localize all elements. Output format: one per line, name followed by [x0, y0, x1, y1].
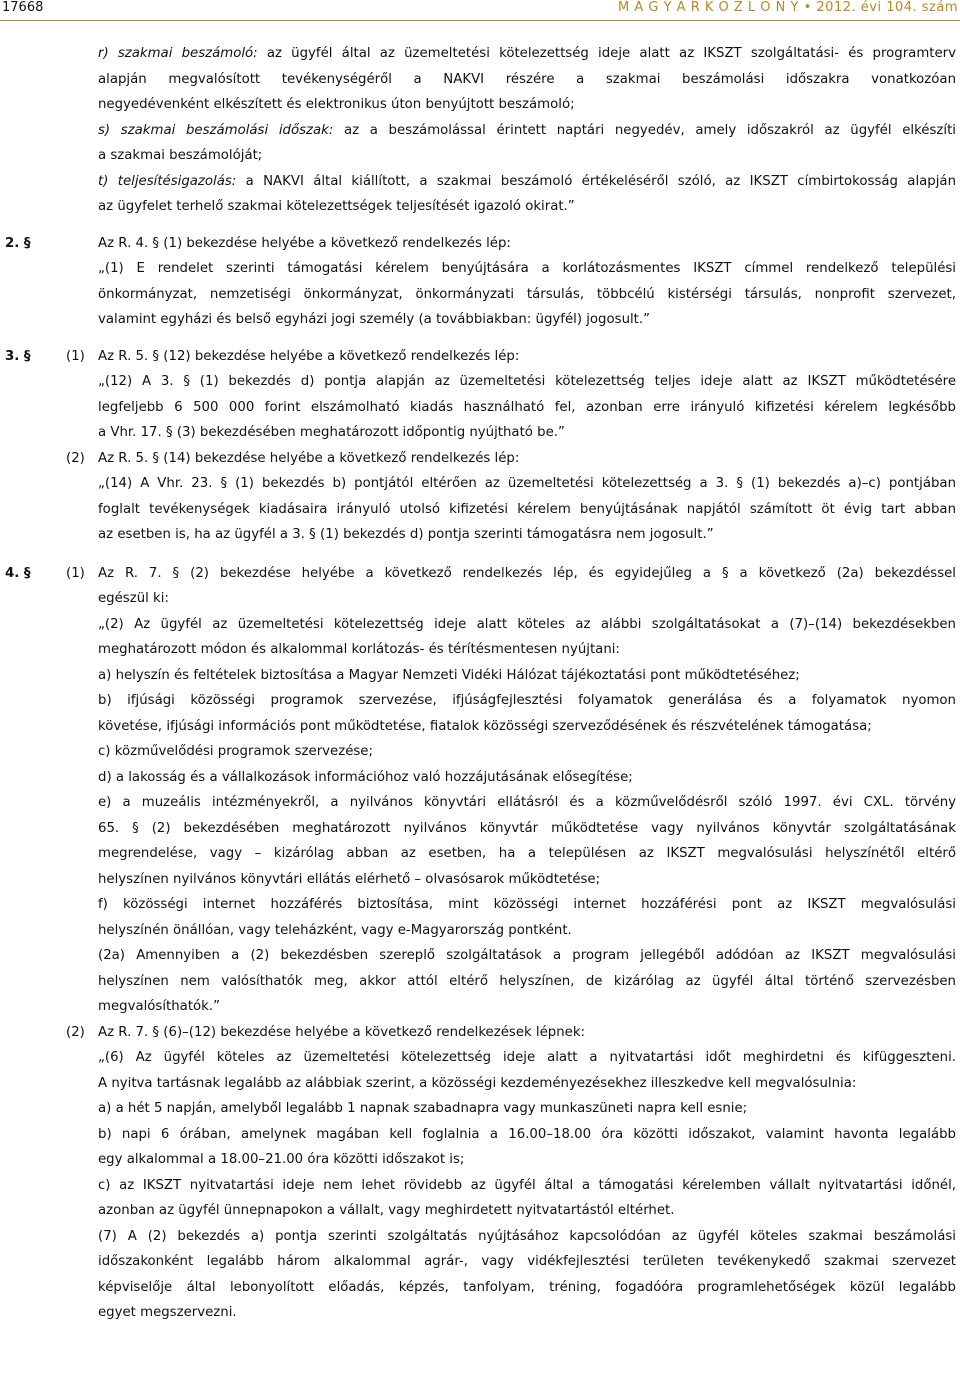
- text-line: [0, 892, 960, 918]
- text-line: [0, 1198, 960, 1224]
- document-body: [0, 41, 960, 1326]
- line-text: Az R. 7. § (6)–(12) bekezdése helyébe a következő rendelkezések lépnek:: [98, 1024, 586, 1040]
- line-text: d) a lakosság és a vállalkozások információhoz való hozzájutásának elősegítése;: [98, 769, 633, 785]
- text-line: [0, 1275, 960, 1301]
- section-number: 3. §: [5, 348, 31, 364]
- text-line: [0, 841, 960, 867]
- text-line: [0, 369, 960, 395]
- line-text: a Vhr. 17. § (3) bekezdésében meghatározott időpontig nyújtható be.”: [98, 425, 565, 440]
- line-text: A nyitva tartásnak legalább az alábbiak szerint, a közösségi kezdeményezésekhez illeszkedve kell megvalósulnia:: [98, 1075, 857, 1091]
- text-line: [0, 918, 960, 944]
- line-text: a szakmai beszámolóját;: [98, 148, 263, 163]
- text-line: [0, 497, 960, 523]
- page-header: [0, 0, 960, 24]
- text-line: [0, 1020, 960, 1046]
- text-line: [0, 92, 960, 118]
- text-line: [0, 446, 960, 472]
- line-text: „(12) A 3. § (1) bekezdés d) pontja alapján az üzemeltetési kötelezettség teljes ideje alatt az IKSZT működtetésére: [98, 374, 956, 389]
- line-text: c) az IKSZT nyitvatartási ideje nem lehet rövidebb az ügyfél által a támogatási kérelemben vállalt nyitvatartási időnél,: [98, 1177, 956, 1193]
- text-line: [0, 1122, 960, 1148]
- line-text: 65. § (2) bekezdésében meghatározott nyilvános könyvtár működtetése vagy nyilvános könyvtár szolgáltatásának: [98, 820, 956, 836]
- line-text: a) helyszín és feltételek biztosítása a Magyar Nemzeti Vidéki Hálózat tájékoztatási pont működtetéséhez;: [98, 667, 800, 683]
- text-line: [0, 867, 960, 893]
- paragraph-gap: [0, 220, 960, 231]
- line-text: c) közművelődési programok szervezése;: [98, 744, 373, 759]
- publication-title: M A G Y A R K Ö Z L Ö N Y • 2012. évi 104. szám: [618, 0, 958, 15]
- line-text: (2a) Amennyiben a (2) bekezdésben szereplő szolgáltatások a program jellegéből adódóan az IKSZT megvalósulási: [98, 948, 956, 963]
- paragraph-number: (2): [66, 1024, 85, 1040]
- line-text: legfeljebb 6 500 000 forint elszámolható kiadás használható fel, azonban erre irányuló kifizetési kérelem legkésőbb: [98, 399, 956, 415]
- text-line: [0, 612, 960, 638]
- line-text: „(2) Az ügyfél az üzemeltetési kötelezettség ideje alatt köteles az alábbi szolgáltatásokat a (7)–(14) bekezdésekben: [98, 616, 956, 632]
- line-text: helyszínen nem valósíthatók meg, akkor attól eltérő helyszínen, de kizárólag az ügyfél által történő szervezésben: [98, 973, 956, 989]
- page-number: 17668: [2, 0, 44, 15]
- text-line: [0, 282, 960, 308]
- line-text: egyet megszervezni.: [98, 1305, 237, 1320]
- text-line: [0, 1224, 960, 1250]
- line-text: foglalt tevékenységek kiadásaira irányuló utolsó kifizetési kérelem benyújtásának napjától számított öt évig tart abban: [98, 501, 956, 517]
- line-text: egészül ki:: [98, 591, 169, 606]
- line-text: negyedévenként elkészített és elektronikus úton benyújtott beszámoló;: [98, 97, 575, 112]
- text-line: [0, 943, 960, 969]
- line-text: b) napi 6 órában, amelynek magában kell foglalnia a 16.00–18.00 óra közötti időszakot, valamint havonta legalább: [98, 1126, 956, 1142]
- text-line: [0, 586, 960, 612]
- paragraph-number: (1): [66, 565, 85, 581]
- line-text: meghatározott módon és alkalommal korlátozás- és térítésmentesen nyújtani:: [98, 642, 620, 657]
- text-line: [0, 994, 960, 1020]
- definition-term: s) szakmai beszámolási időszak:: [98, 122, 334, 138]
- text-line: [0, 41, 960, 67]
- text-line: [0, 471, 960, 497]
- text-line: [0, 118, 960, 144]
- text-line: [0, 1173, 960, 1199]
- line-text: egy alkalommal a 18.00–21.00 óra közötti időszakot is;: [98, 1152, 465, 1167]
- text-line: [0, 739, 960, 765]
- line-text: valamint egyházi és belső egyházi jogi személy (a továbbiakban: ügyfél) jogosult.”: [98, 312, 651, 327]
- text-line: [0, 790, 960, 816]
- text-line: [0, 522, 960, 548]
- line-text: időszakonként legalább három alkalommal agrár-, vagy vidékfejlesztési területen tevékenykedő szakmai szervezet: [98, 1254, 956, 1269]
- paragraph-gap: [0, 548, 960, 561]
- line-text: követése, ifjúsági információs pont működtetése, fiatalok közösségi szerveződésének és részvételének támogatása;: [98, 718, 872, 734]
- text-line: [0, 143, 960, 169]
- text-line: [0, 816, 960, 842]
- line-text: képviselője által lebonyolított előadás, képzés, tanfolyam, tréning, fogadóóra programlehetőségek közül legalább: [98, 1279, 956, 1295]
- line-text: alapján megvalósított tevékenységéről a NAKVI részére a szakmai beszámolási időszakra vonatkozóan: [98, 71, 956, 87]
- line-text: s) szakmai beszámolási időszak: az a beszámolással érintett naptári negyedév, amely időszakról az ügyfél elkészíti: [98, 122, 956, 138]
- paragraph-number: (2): [66, 450, 85, 466]
- definition-term: t) teljesítésigazolás:: [98, 173, 237, 189]
- line-text: azonban az ügyfél ünnepnapokon a vállalt, vagy meghirdetett nyitvatartástól eltérhet.: [98, 1203, 675, 1218]
- text-line: [0, 765, 960, 791]
- text-line: [0, 1045, 960, 1071]
- paragraph-gap: [0, 333, 960, 344]
- text-line: [0, 1071, 960, 1097]
- line-text: az esetben is, ha az ügyfél a 3. § (1) bekezdés d) pontja szerinti támogatásra nem jogosult.”: [98, 527, 714, 542]
- text-line: [0, 714, 960, 740]
- section-number: 4. §: [5, 565, 31, 581]
- line-text: az ügyfelet terhelő szakmai kötelezettségek teljesítését igazoló okirat.”: [98, 199, 575, 214]
- text-line: [0, 561, 960, 587]
- line-text: „(1) E rendelet szerinti támogatási kérelem benyújtására a korlátozásmentes IKSZT címmel rendelkező települési: [98, 261, 956, 276]
- line-text: (7) A (2) bekezdés a) pontja szerinti szolgáltatás nyújtásához kapcsolódóan az ügyfél köteles szakmai beszámolási: [98, 1228, 956, 1244]
- line-text: a) a hét 5 napján, amelyből legalább 1 napnak szabadnapra vagy munkaszüneti napra kell esnie;: [98, 1101, 748, 1116]
- line-text: helyszínen nyilvános könyvtári ellátás elérhető – olvasósarok működtetése;: [98, 871, 601, 887]
- line-text: Az R. 7. § (2) bekezdése helyébe a következő rendelkezés lép, és egyidejűleg a § a következő (2a) bekezdéssel: [98, 565, 956, 581]
- line-text: „(14) A Vhr. 23. § (1) bekezdés b) pontjától eltérően az üzemeltetési kötelezettség a 3. § (1) bekezdés a)–c) pontjában: [98, 476, 956, 491]
- line-text: megvalósíthatók.”: [98, 999, 220, 1014]
- line-text: r) szakmai beszámoló: az ügyfél által az üzemeltetési kötelezettség ideje alatt az IKSZT szolgáltatási- és programterv: [98, 46, 956, 61]
- line-text: Az R. 5. § (14) bekezdése helyébe a következő rendelkezés lép:: [98, 450, 520, 466]
- text-line: [0, 1147, 960, 1173]
- line-text: f) közösségi internet hozzáférés biztosítása, mint közösségi internet hozzáférési pont az IKSZT megvalósulási: [98, 897, 956, 912]
- text-line: [0, 256, 960, 282]
- definition-term: r) szakmai beszámoló:: [98, 46, 258, 61]
- text-line: [0, 969, 960, 995]
- text-line: [0, 1096, 960, 1122]
- text-line: [0, 231, 960, 257]
- line-text: t) teljesítésigazolás: a NAKVI által kiállított, a szakmai beszámoló értékeléséről szóló, az IKSZT címbirtokosság alapján: [98, 173, 956, 189]
- text-line: [0, 1249, 960, 1275]
- line-text: megrendelése, vagy – kizárólag abban az esetben, ha a településen az IKSZT megvalósulási helyszínétől eltérő: [98, 846, 956, 861]
- line-text: „(6) Az ügyfél köteles az üzemeltetési kötelezettség ideje alatt a nyitvatartási időt meghirdetni és kifüggeszteni.: [98, 1050, 956, 1065]
- line-text: Az R. 4. § (1) bekezdése helyébe a következő rendelkezés lép:: [98, 235, 511, 251]
- text-line: [0, 663, 960, 689]
- text-line: [0, 688, 960, 714]
- text-line: [0, 169, 960, 195]
- text-line: [0, 67, 960, 93]
- line-text: helyszínén önállóan, vagy teleházként, vagy e-Magyarország pontként.: [98, 922, 572, 938]
- text-line: [0, 420, 960, 446]
- section-number: 2. §: [5, 235, 31, 251]
- header-rule: [0, 20, 960, 21]
- line-text: Az R. 5. § (12) bekezdése helyébe a következő rendelkezés lép:: [98, 348, 520, 364]
- text-line: [0, 344, 960, 370]
- text-line: [0, 1300, 960, 1326]
- line-text: e) a muzeális intézményekről, a nyilvános könyvtári ellátásról és a közművelődésről szóló 1997. évi CXL. törvény: [98, 795, 956, 810]
- text-line: [0, 637, 960, 663]
- text-line: [0, 395, 960, 421]
- text-line: [0, 307, 960, 333]
- line-text: b) ifjúsági közösségi programok szervezése, ifjúságfejlesztési folyamatok generálása és a folyamatok nyomon: [98, 693, 956, 708]
- paragraph-number: (1): [66, 348, 85, 364]
- text-line: [0, 194, 960, 220]
- line-text: önkormányzat, nemzetiségi önkormányzat, önkormányzati társulás, többcélú kistérségi társulás, nonprofit szervezet,: [98, 286, 956, 302]
